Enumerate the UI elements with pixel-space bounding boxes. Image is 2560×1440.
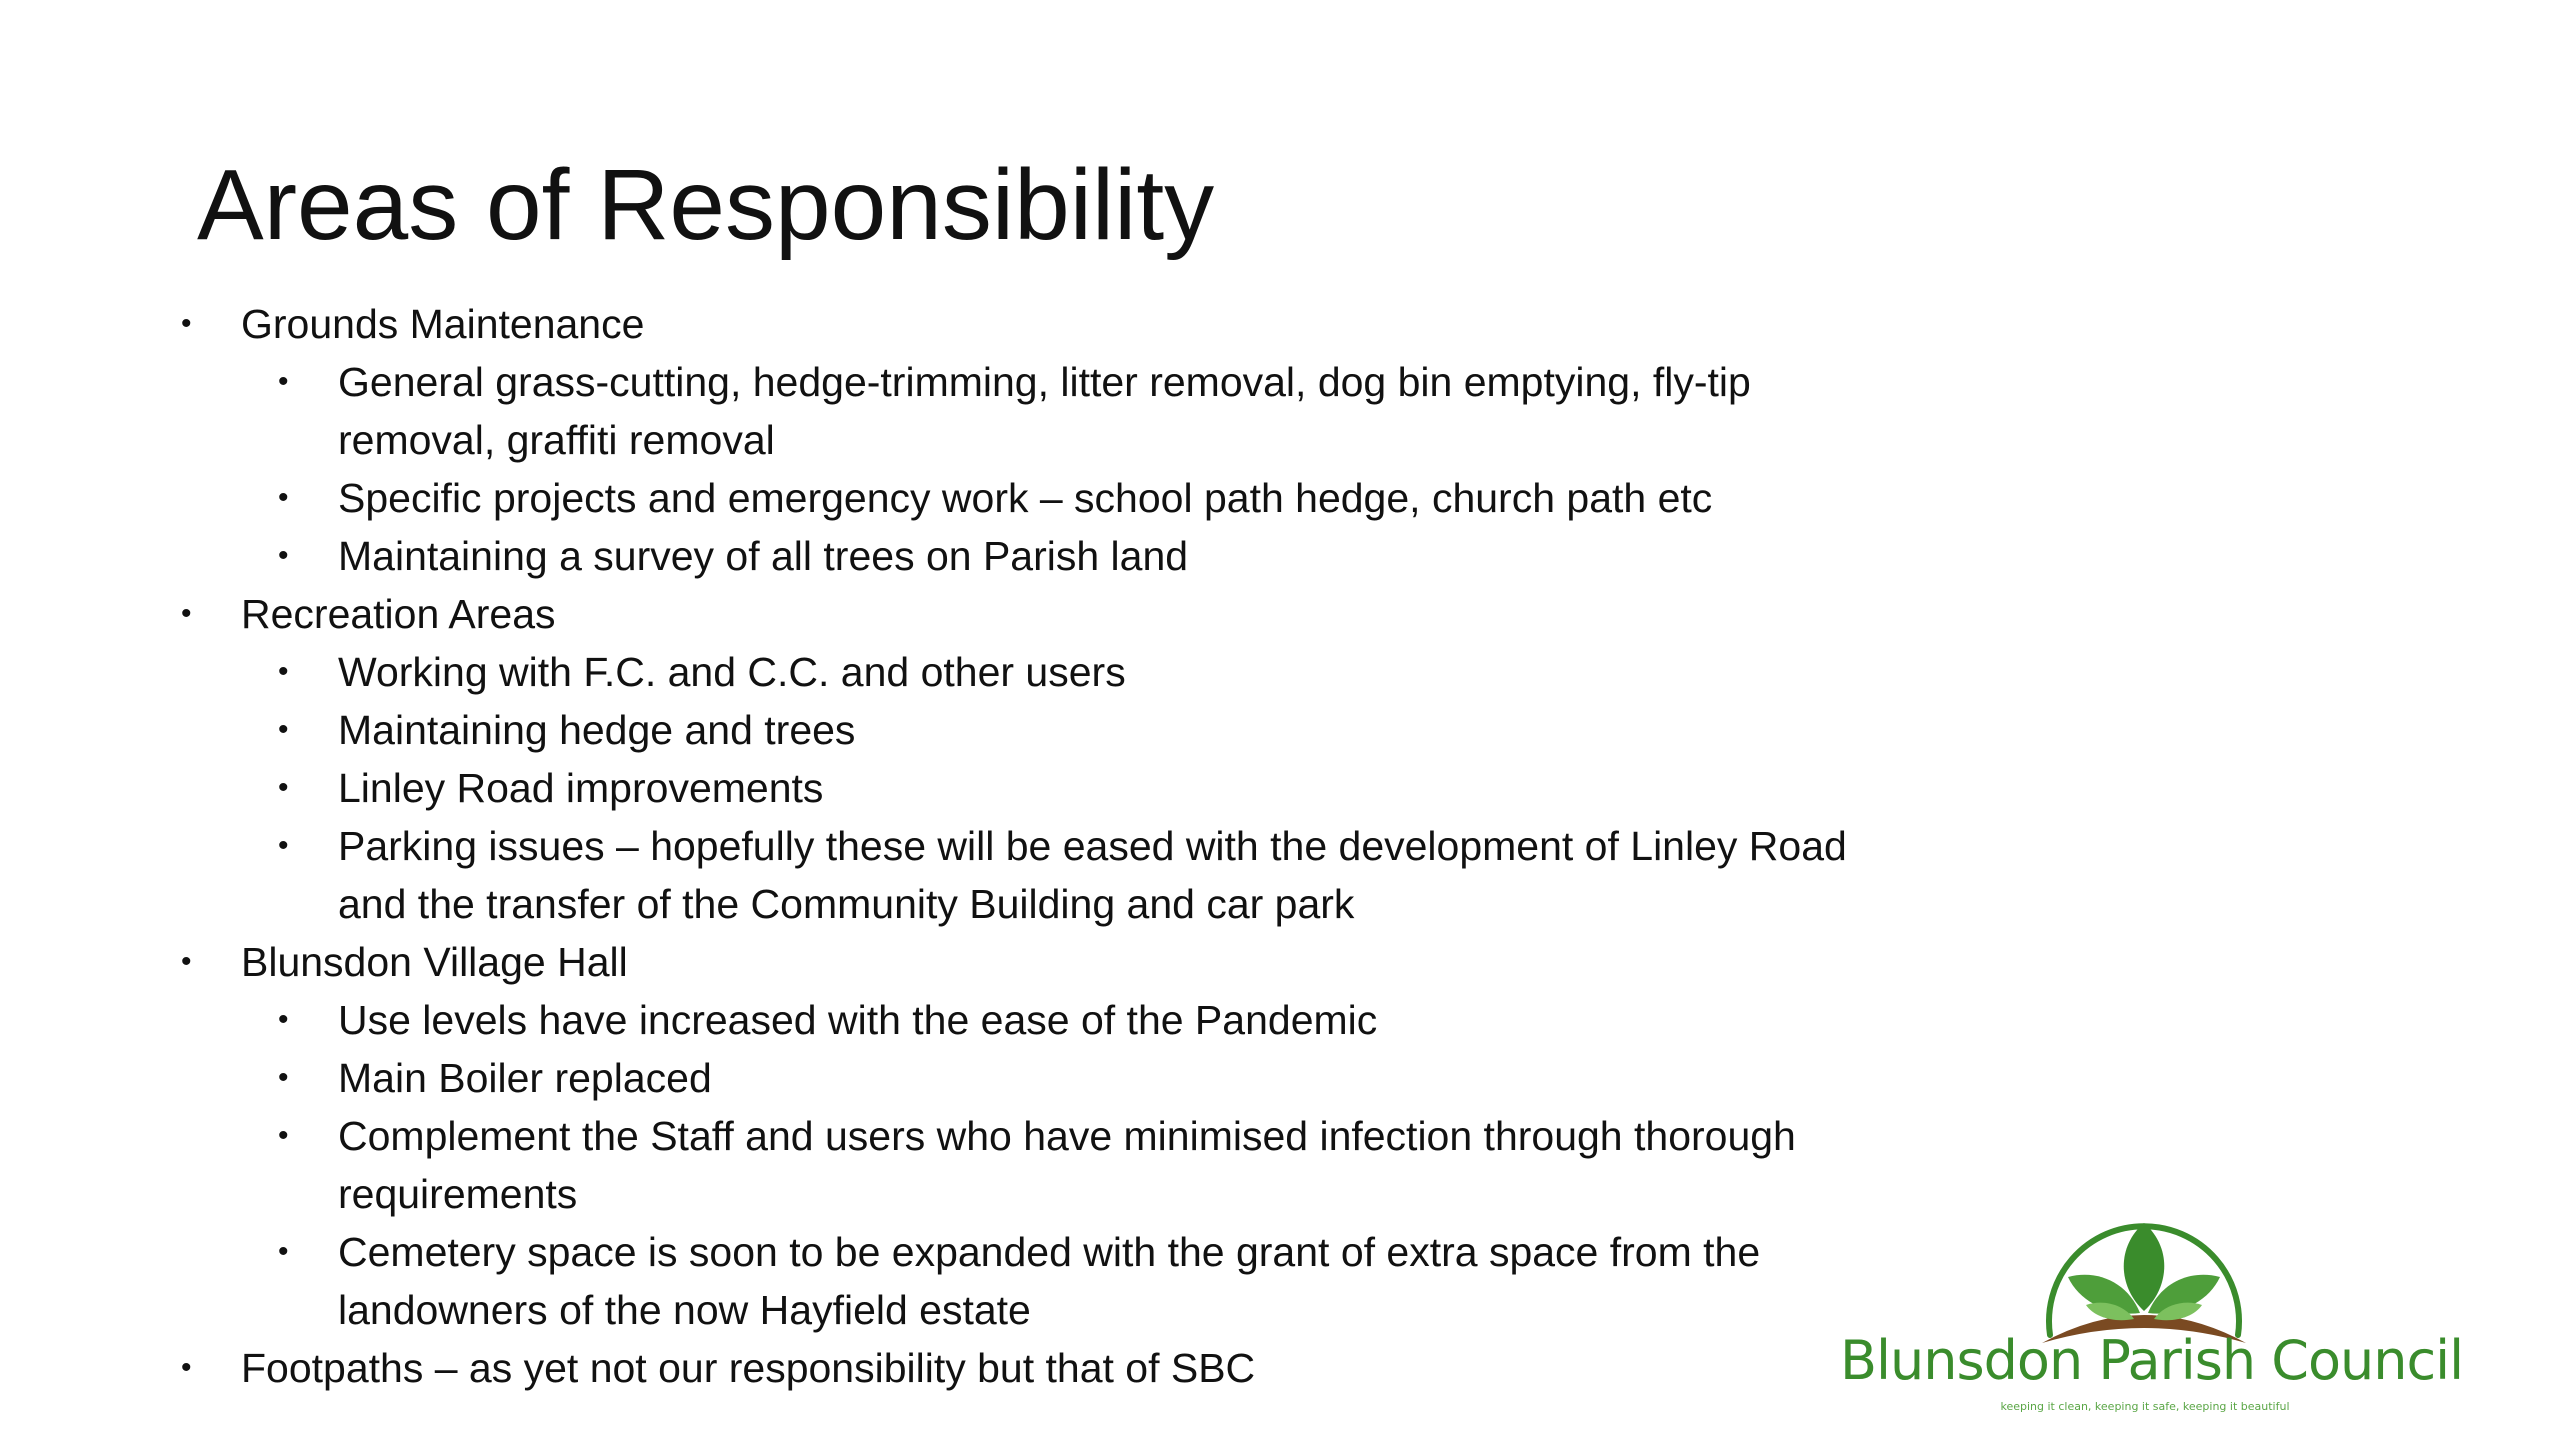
bullet-item-level2 [170,1107,1890,1223]
bullet-item-level2 [170,643,1890,701]
bullet-glyph: • [278,713,289,746]
bullet-item-level1 [170,585,1890,643]
bullet-glyph: • [278,771,289,804]
bullet-item-level2 [170,701,1890,759]
bullet-text: Linley Road improvements [338,765,824,811]
bullet-item-level2 [170,817,1890,933]
bullet-item-level1 [170,933,1890,991]
bullet-glyph: • [278,539,289,572]
logo-name: Blunsdon Parish Council [1840,1329,2464,1392]
bullet-list [170,295,1890,1397]
bullet-glyph: • [181,1351,192,1384]
bullet-text: Blunsdon Village Hall [241,939,628,985]
bullet-item-level2 [170,527,1890,585]
bullet-glyph: • [181,597,192,630]
bullet-text: Grounds Maintenance [241,301,645,347]
bullet-text: Complement the Staff and users who have minimised infection through thorough requirements [338,1113,1796,1217]
bullet-text: Maintaining a survey of all trees on Parish land [338,533,1189,579]
logo-tagline: keeping it clean, keeping it safe, keeping it beautiful [2000,1400,2290,1413]
bullet-glyph: • [278,481,289,514]
bullet-text: Working with F.C. and C.C. and other users [338,649,1126,695]
bullet-glyph: • [278,1003,289,1036]
bullet-glyph: • [181,945,192,978]
bullet-glyph: • [278,365,289,398]
bullet-text: Cemetery space is soon to be expanded with the grant of extra space from the landowners of the now Hayfield estate [338,1229,1761,1333]
bullet-text: Footpaths – as yet not our responsibility but that of SBC [241,1345,1256,1391]
bullet-text: Maintaining hedge and trees [338,707,856,753]
slide-title: Areas of Responsibility [197,149,1215,261]
bullet-item-level2 [170,1223,1890,1339]
bullet-item-level1 [170,295,1890,353]
council-logo [1840,1195,2464,1420]
bullet-item-level2 [170,991,1890,1049]
bullet-glyph: • [181,307,192,340]
bullet-glyph: • [278,1061,289,1094]
bullet-text: Parking issues – hopefully these will be eased with the development of Linley Road and the transfer of the Community Building and car park [338,823,1847,927]
bullet-text: Recreation Areas [241,591,556,637]
bullet-text: Main Boiler replaced [338,1055,712,1101]
bullet-item-level2 [170,353,1890,469]
bullet-text: Use levels have increased with the ease of the Pandemic [338,997,1378,1043]
bullet-item-level2 [170,1049,1890,1107]
bullet-glyph: • [278,1235,289,1268]
bullet-text: General grass-cutting, hedge-trimming, litter removal, dog bin emptying, fly-tip removal, graffiti removal [338,359,1751,463]
bullet-text: Specific projects and emergency work – school path hedge, church path etc [338,475,1713,521]
bullet-item-level1 [170,1339,1890,1397]
bullet-glyph: • [278,1119,289,1152]
bullet-glyph: • [278,829,289,862]
bullet-item-level2 [170,759,1890,817]
bullet-glyph: • [278,655,289,688]
bullet-item-level2 [170,469,1890,527]
